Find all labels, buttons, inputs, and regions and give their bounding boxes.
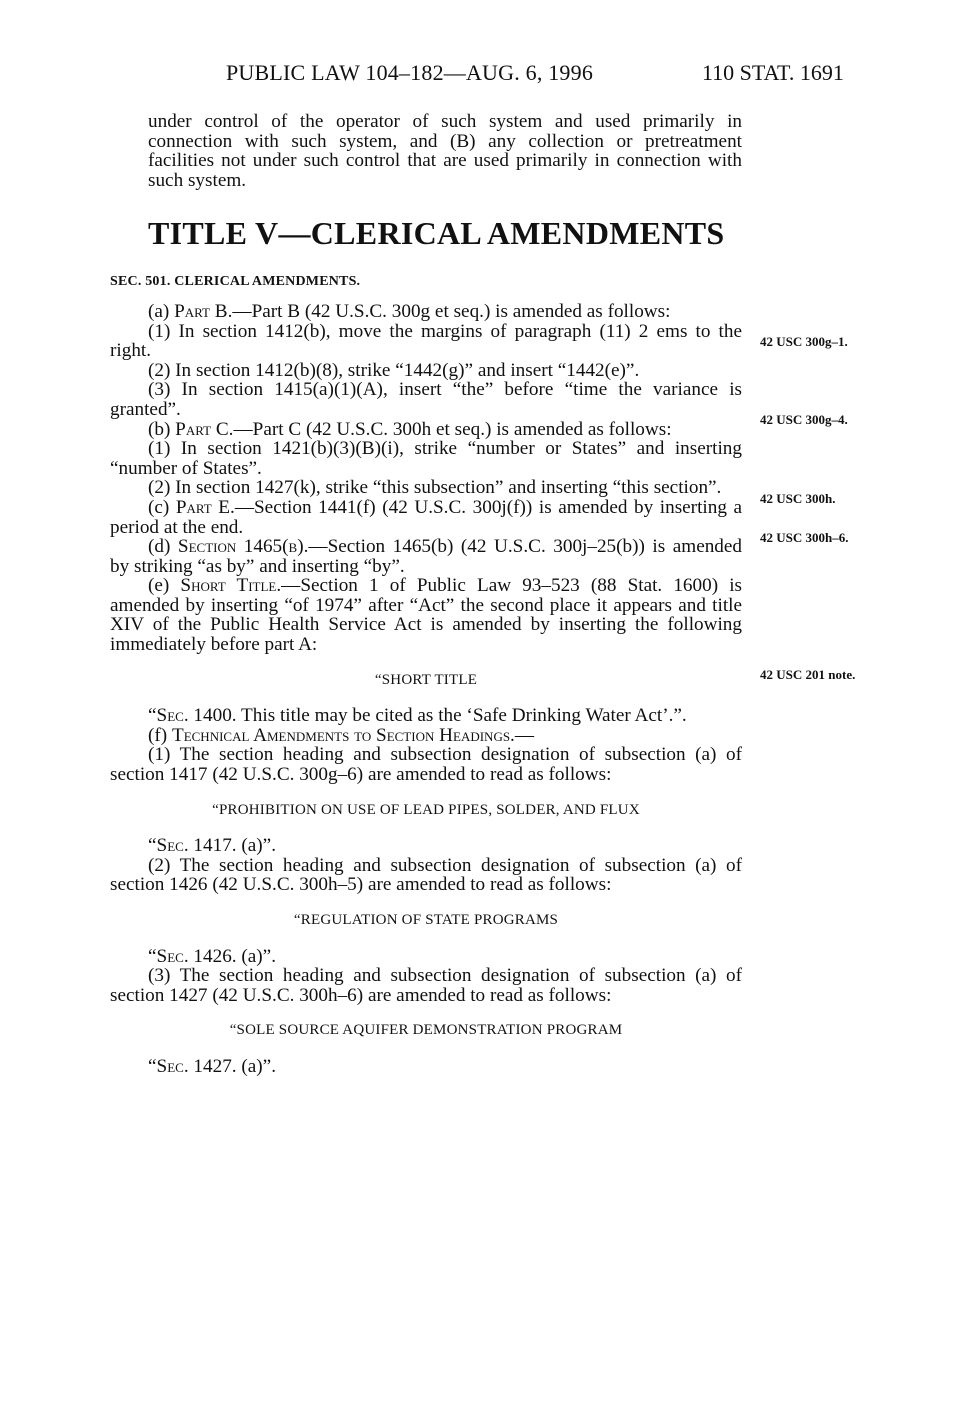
paragraph-a1: (1) In section 1412(b), move the margins of paragraph (11) 2 ems to the right. (110, 320, 742, 362)
sec-1426-quote: “ (148, 945, 157, 967)
sec-1400-abbrev: Sec. (156, 705, 189, 727)
sec-1417-body: 1417. (a)”. (188, 835, 276, 857)
running-header (0, 60, 957, 92)
sec-1427-quote: “ (148, 1055, 157, 1077)
lead-pipes-heading: “PROHIBITION ON USE OF LEAD PIPES, SOLDER, AND FLUX (212, 801, 640, 818)
short-title-heading: “SHORT TITLE (374, 671, 478, 688)
subsection-b-caption: Part C. (175, 418, 234, 440)
sec-1400-quote: “ (148, 705, 157, 727)
title-heading: TITLE V—CLERICAL AMENDMENTS (148, 215, 725, 252)
subsection-b-text: —Part C (42 U.S.C. 300h et seq.) is amended as follows: (233, 418, 672, 440)
aquifer-heading: “SOLE SOURCE AQUIFER DEMONSTRATION PROGRAM (229, 1022, 623, 1039)
subsection-f (110, 726, 742, 746)
subsection-d (110, 537, 742, 576)
subsection-c (110, 498, 742, 537)
margin-note-300h: 42 USC 300h. (760, 491, 836, 506)
sec-1400-text (110, 706, 742, 726)
subsection-e (110, 576, 742, 654)
subsection-b-label: (b) (148, 418, 176, 440)
subsection-f-label: (f) (148, 724, 172, 746)
paragraph-a2: (2) In section 1412(b)(8), strike “1442(g)” and insert “1442(e)”. (148, 359, 640, 381)
paragraph-f2: (2) The section heading and subsection designation of subsection (a) of section 1426 (42 U.S.C. 300h–5) are amended to read as follows: (110, 854, 742, 896)
sec-1427-body: 1427. (a)”. (188, 1055, 276, 1077)
sec-1426-abbrev: Sec. (156, 945, 189, 967)
subsection-f-text: — (514, 724, 535, 746)
paragraph-f3: (3) The section heading and subsection designation of subsection (a) of section 1427 (42 U.S.C. 300h–6) are amended to read as follows: (110, 965, 742, 1006)
margin-note-201-note: 42 USC 201 note. (760, 667, 856, 682)
subsection-d-label: (d) (148, 536, 178, 558)
subsection-a-text: —Part B (42 U.S.C. 300g et seq.) is amended as follows: (232, 300, 671, 322)
paragraph-b2: (2) In section 1427(k), strike “this subsection” and inserting “this section”. (148, 477, 722, 499)
sec-1426-body: 1426. (a)”. (188, 945, 276, 967)
subsection-a-caption: Part B. (174, 300, 233, 322)
sec-1417-quote: “ (148, 835, 157, 857)
sec-1417-abbrev: Sec. (156, 835, 189, 857)
section-heading: SEC. 501. CLERICAL AMENDMENTS. (110, 274, 361, 290)
header-page-number: 110 STAT. 1691 (702, 60, 844, 85)
subsection-c-caption: Part E. (175, 496, 235, 518)
margin-note-300g-4: 42 USC 300g–4. (760, 412, 848, 427)
subsection-d-text: —Section 1465(b) (42 U.S.C. 300j–25(b)) is amended by striking “as by” and inserting “by”. (110, 536, 743, 577)
page-body (110, 112, 742, 1077)
subsection-e-label: (e) (148, 575, 181, 597)
subsection-f-caption: Technical Amendments to Section Headings. (171, 724, 515, 746)
paragraph-b1: (1) In section 1421(b)(3)(B)(i), strike “number or States” and inserting “number of States”. (110, 438, 742, 479)
margin-note-300g-1: 42 USC 300g–1. (760, 334, 848, 349)
paragraph-a3: (3) In section 1415(a)(1)(A), insert “the” before “time the variance is granted”. (110, 379, 742, 420)
subsection-a (110, 302, 742, 322)
subsection-a-label: (a) (148, 300, 175, 322)
subsection-d-caption: Section 1465(b). (177, 536, 309, 558)
subsection-e-caption: Short Title. (180, 575, 282, 597)
intro-paragraph: under control of the operator of such system and used primarily in connection with such system, and (B) any collection or pretreatment facilities not under such control that are used primarily in connection with such system. (148, 111, 742, 191)
subsection-e-text: —Section 1 of Public Law 93–523 (88 Stat. 1600) is amended by inserting “of 1974” after “Act” the second place it appears and title XIV of the Public Health Service Act is amended by inserting the following immediately before part A: (110, 575, 743, 656)
sec-1417-text (110, 836, 742, 856)
subsection-c-label: (c) (148, 496, 176, 518)
margin-note-300h-6: 42 USC 300h–6. (760, 530, 849, 545)
sec-1427-text (110, 1057, 742, 1077)
header-law-date: PUBLIC LAW 104–182—AUG. 6, 1996 (226, 60, 594, 85)
sec-1426-text (110, 947, 742, 967)
state-programs-heading: “REGULATION OF STATE PROGRAMS (293, 912, 559, 928)
subsection-b (110, 420, 742, 440)
sec-1427-abbrev: Sec. (156, 1055, 189, 1077)
paragraph-f1: (1) The section heading and subsection designation of subsection (a) of section 1417 (42 U.S.C. 300g–6) are amended to read as follows: (110, 744, 742, 786)
sec-1400-body: 1400. This title may be cited as the ‘Safe Drinking Water Act’.”. (188, 705, 687, 727)
subsection-c-text: —Section 1441(f) (42 U.S.C. 300j(f)) is amended by inserting a period at the end. (110, 496, 742, 538)
